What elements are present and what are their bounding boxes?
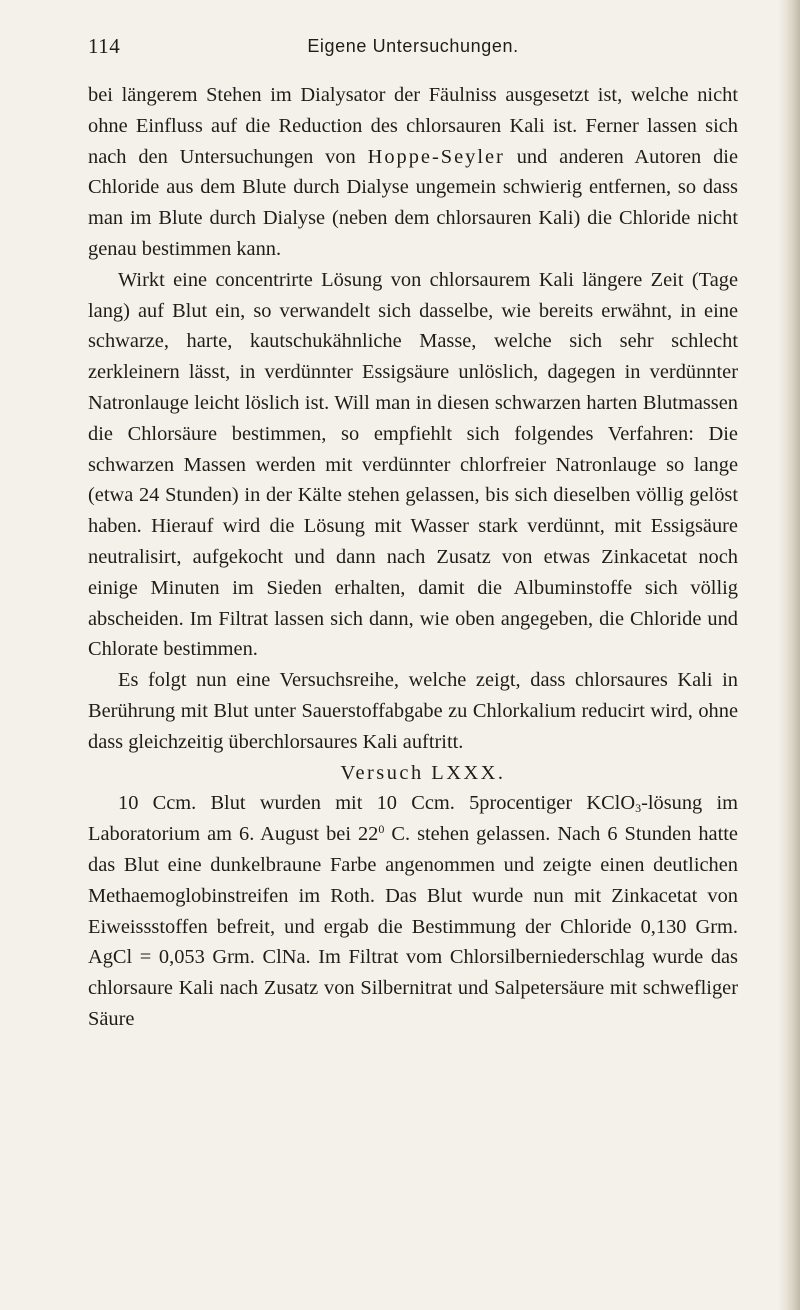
paragraph-3: Es folgt nun eine Versuchsreihe, welche zeigt, dass chlorsaures Kali in Berührung mit Blut unter Sauerstoffabgabe zu Chlorkalium reducirt wird, ohne dass gleichzeitig überchlorsaures Kali auftritt. — [88, 669, 738, 753]
paragraph-1-text-continued: und anderen Autoren die Chloride aus dem Blute durch Dialyse ungemein schwierig entfernen, so dass man im Blute durch Dialyse (neben dem chlorsauren Kali) die Chloride nicht genau bestimmen kann. — [88, 145, 738, 260]
section-title: Versuch LXXX. — [340, 761, 506, 784]
formula-subscript: 3 — [635, 801, 642, 816]
degree-superscript: 0 — [378, 822, 385, 837]
paragraph-4-text-c: C. stehen gelassen. Nach 6 Stunden hatte das Blut eine dunkelbraune Farbe angenommen und zeigte einen deutlichen Methaemoglobinstreifen im Roth. Das Blut wurde nun mit Zinkacetat von Eiweissstoffen befreit, und ergab die Bestimmung der Chloride 0,130 Grm. AgCl = 0,053 Grm. ClNa. Im Filtrat vom Chlorsilberniederschlag wurde das chlorsaure Kali nach Zusatz von Silbernitrat und Salpetersäure mit schwefliger Säure — [88, 823, 738, 1030]
paragraph-4 — [88, 788, 738, 1034]
page-edge-shadow — [778, 0, 800, 1310]
paragraph-1-text: bei längerem Stehen im Dialysator der Fäulniss ausgesetzt ist, welche nicht ohne Einfluss auf die Reduction des chlorsauren Kali ist. Ferner lassen sich nach den Untersuchungen von — [88, 84, 738, 168]
paragraph-4-text-a: 10 Ccm. Blut wurden mit 10 Ccm. 5procentiger KClO — [118, 792, 636, 815]
paragraph-1 — [88, 80, 738, 265]
author-name: Hoppe-Seyler — [367, 145, 505, 168]
running-head: Eigene Untersuchungen. — [307, 36, 519, 56]
page-header — [88, 34, 738, 64]
page-number: 114 — [88, 34, 121, 58]
paragraph-2: Wirkt eine concentrirte Lösung von chlorsaurem Kali längere Zeit (Tage lang) auf Blut ein, so verwandelt sich dasselbe, wie bereits erwähnt, in eine schwarze, harte, kautschukähnliche Masse, welche sich sehr schlecht zerkleinern lässt, in verdünnter Essigsäure unlöslich, dagegen in verdünnter Natronlauge leicht löslich ist. Will man in diesen schwarzen harten Blutmassen die Chlorsäure bestimmen, so empfiehlt sich folgendes Verfahren: Die schwarzen Massen werden mit verdünnter chlorfreier Natronlauge so lange (etwa 24 Stunden) in der Kälte stehen gelassen, bis sich dieselben völlig gelöst haben. Hierauf wird die Lösung mit Wasser stark verdünnt, mit Essigsäure neutralisirt, aufgekocht und dann nach Zusatz von etwas Zinkacetat noch einige Minuten im Sieden erhalten, damit die Albuminstoffe sich völlig abscheiden. Im Filtrat lassen sich dann, wie oben angegeben, die Chloride und Chlorate bestimmen. — [88, 268, 738, 661]
body-text — [88, 80, 738, 1035]
paragraph-4-text-b: -lösung im Laboratorium am 6. August bei 22 — [88, 792, 738, 846]
